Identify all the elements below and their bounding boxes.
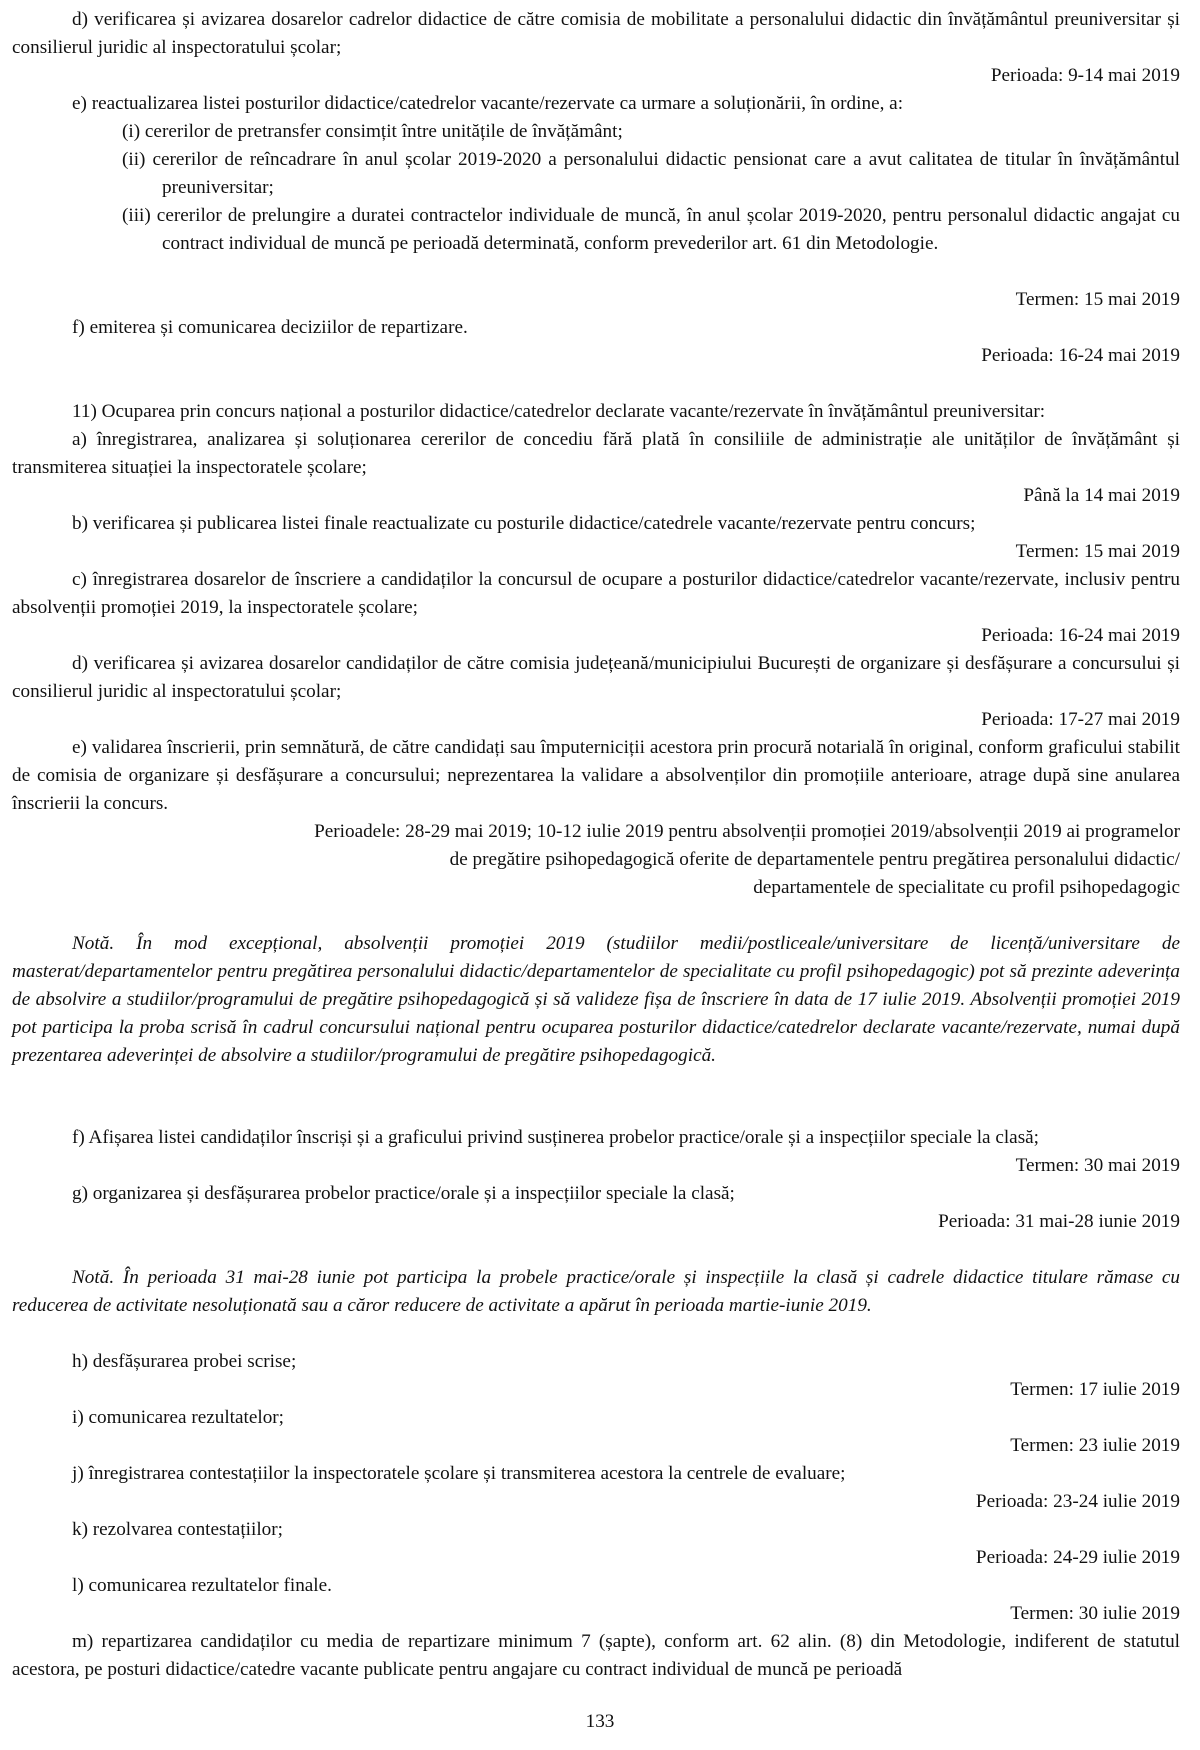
text-block-d-period: Perioada: 9-14 mai 2019 xyxy=(990,65,1180,86)
text-block-s11-e-p3: departamentele de specialitate cu profil psihopedagogic xyxy=(753,877,1180,898)
text-block-nota1: Notă. În mod excepțional, absolvenții promoției 2019 (studiilor medii/postliceale/universitare de licență/universitare de masterat/departamentelor pentru pregătirea personalului didactic/departamentelor de specialitate cu profil psihopedagogic) pot să prezinte adeverința de absolvire a studiilor/programului de pregătire psihopedagogică și să valideze fișa de înscriere în data de 17 iulie 2019. Absolvenții promoției 2019 pot participa la proba scrisă în cadrul concursului național pentru ocuparea posturilor didactice/catedrelor declarate vacante/rezervate, numai după prezentarea adeverinței de absolvire a studiilor/programului de pregătire psihopedagogică. xyxy=(12,933,1180,1066)
text-block-e-i: (i) cererilor de pretransfer consimțit între unitățile de învățământ; xyxy=(122,121,623,142)
text-block-s11-k-period: Perioada: 24-29 iulie 2019 xyxy=(975,1547,1180,1568)
text-block-s11-g-period: Perioada: 31 mai-28 iunie 2019 xyxy=(938,1211,1180,1232)
text-block-d-verify: d) verificarea și avizarea dosarelor cadrelor didactice de către comisia de mobilitate a personalului didactic din învățământul preuniversitar și consilierul juridic al inspectoratului școlar; xyxy=(12,9,1180,58)
text-block-s11-k: k) rezolvarea contestațiilor; xyxy=(72,1519,283,1540)
text-block-s11-g: g) organizarea și desfășurarea probelor practice/orale și a inspecțiilor speciale la clasă; xyxy=(72,1183,735,1204)
text-block-e-reactual: e) reactualizarea listei posturilor didactice/catedrelor vacante/rezervate ca urmare a soluționării, în ordine, a: xyxy=(72,93,904,114)
text-block-e-iii: (iii) cererilor de prelungire a duratei contractelor individuale de muncă, în anul școlar 2019-2020, pentru personalul didactic angajat cu contract individual de muncă pe perioadă determinată, conform prevederilor art. 61 din Metodologie. xyxy=(122,205,1180,254)
text-block-s11-d: d) verificarea și avizarea dosarelor candidaților de către comisia județeană/municipiului București de organizare și desfășurare a concursului și consilierul juridic al inspectoratului școlar; xyxy=(12,653,1180,702)
text-block-s11-i: i) comunicarea rezultatelor; xyxy=(72,1407,285,1428)
text-block-s11-e-p2: de pregătire psihopedagogică oferite de departamentele pentru pregătirea personalului didactic/ xyxy=(449,849,1180,870)
text-block-s11-c-period: Perioada: 16-24 mai 2019 xyxy=(981,625,1180,646)
text-block-s11: 11) Ocuparea prin concurs național a posturilor didactice/catedrelor declarate vacante/rezervate în învățământul preuniversitar: xyxy=(72,401,1046,422)
text-block-s11-e-p1: Perioadele: 28-29 mai 2019; 10-12 iulie 2019 pentru absolvenții promoției 2019/absolvenții 2019 ai programelor xyxy=(314,821,1180,842)
text-block-s11-b-term: Termen: 15 mai 2019 xyxy=(1015,541,1180,562)
text-block-s11-f: f) Afișarea listei candidaților înscriși și a graficului privind susținerea probelor practice/orale și a inspecțiilor speciale la clasă; xyxy=(72,1127,1040,1148)
text-block-s11-d-period: Perioada: 17-27 mai 2019 xyxy=(981,709,1180,730)
text-block-s11-h: h) desfășurarea probei scrise; xyxy=(72,1351,297,1372)
text-block-s11-a-term: Până la 14 mai 2019 xyxy=(1023,485,1180,506)
text-block-s11-b: b) verificarea și publicarea listei finale reactualizate cu posturile didactice/catedrele vacante/rezervate pentru concurs; xyxy=(72,513,976,534)
text-block-s11-i-term: Termen: 23 iulie 2019 xyxy=(1010,1435,1180,1456)
page-number: 133 xyxy=(585,1711,615,1732)
text-block-s11-j-period: Perioada: 23-24 iulie 2019 xyxy=(975,1491,1180,1512)
text-block-nota2: Notă. În perioada 31 mai-28 iunie pot participa la probele practice/orale și inspecțiile la clasă și cadrele didactice titulare rămase cu reducerea de activitate nesoluționată sau a căror reducere de activitate a apărut în perioada martie-iunie 2019. xyxy=(12,1267,1180,1316)
text-block-s11-c: c) înregistrarea dosarelor de înscriere a candidaților la concursul de ocupare a posturilor didactice/catedrelor vacante/rezervate, inclusiv pentru absolvenții promoției 2019, la inspectoratele școlare; xyxy=(12,569,1180,618)
text-block-s11-h-term: Termen: 17 iulie 2019 xyxy=(1010,1379,1180,1400)
text-block-s11-l-term: Termen: 30 iulie 2019 xyxy=(1010,1603,1180,1624)
text-block-s11-l: l) comunicarea rezultatelor finale. xyxy=(72,1575,332,1596)
text-block-s11-m: m) repartizarea candidaților cu media de repartizare minimum 7 (șapte), conform art. 62 alin. (8) din Metodologie, indiferent de statutul acestora, pe posturi didactice/catedre vacante publicate pentru angajare cu contract individual de muncă pe perioadă xyxy=(12,1631,1180,1680)
text-block-f-emit: f) emiterea și comunicarea deciziilor de repartizare. xyxy=(72,317,468,338)
text-block-f-period: Perioada: 16-24 mai 2019 xyxy=(981,345,1180,366)
text-block-s11-j: j) înregistrarea contestațiilor la inspectoratele școlare și transmiterea acestora la centrele de evaluare; xyxy=(72,1463,846,1484)
text-block-e-ii: (ii) cererilor de reîncadrare în anul școlar 2019-2020 a personalului didactic pensionat care a avut calitatea de titular în învățământul preuniversitar; xyxy=(122,149,1180,198)
text-block-e-term: Termen: 15 mai 2019 xyxy=(1015,289,1180,310)
text-block-s11-a: a) înregistrarea, analizarea și soluționarea cererilor de concediu fără plată în consiliile de administrație ale unităților de învățământ și transmiterea situației la inspectoratele școlare; xyxy=(12,429,1180,478)
text-block-s11-e: e) validarea înscrierii, prin semnătură, de către candidați sau împuterniciții acestora prin procură notarială în original, conform graficului stabilit de comisia de organizare și desfășurare a concursului; neprezentarea la validare a absolvenților din promoțiile anterioare, atrage după sine anularea înscrierii la concurs. xyxy=(12,737,1180,814)
text-block-s11-f-term: Termen: 30 mai 2019 xyxy=(1015,1155,1180,1176)
